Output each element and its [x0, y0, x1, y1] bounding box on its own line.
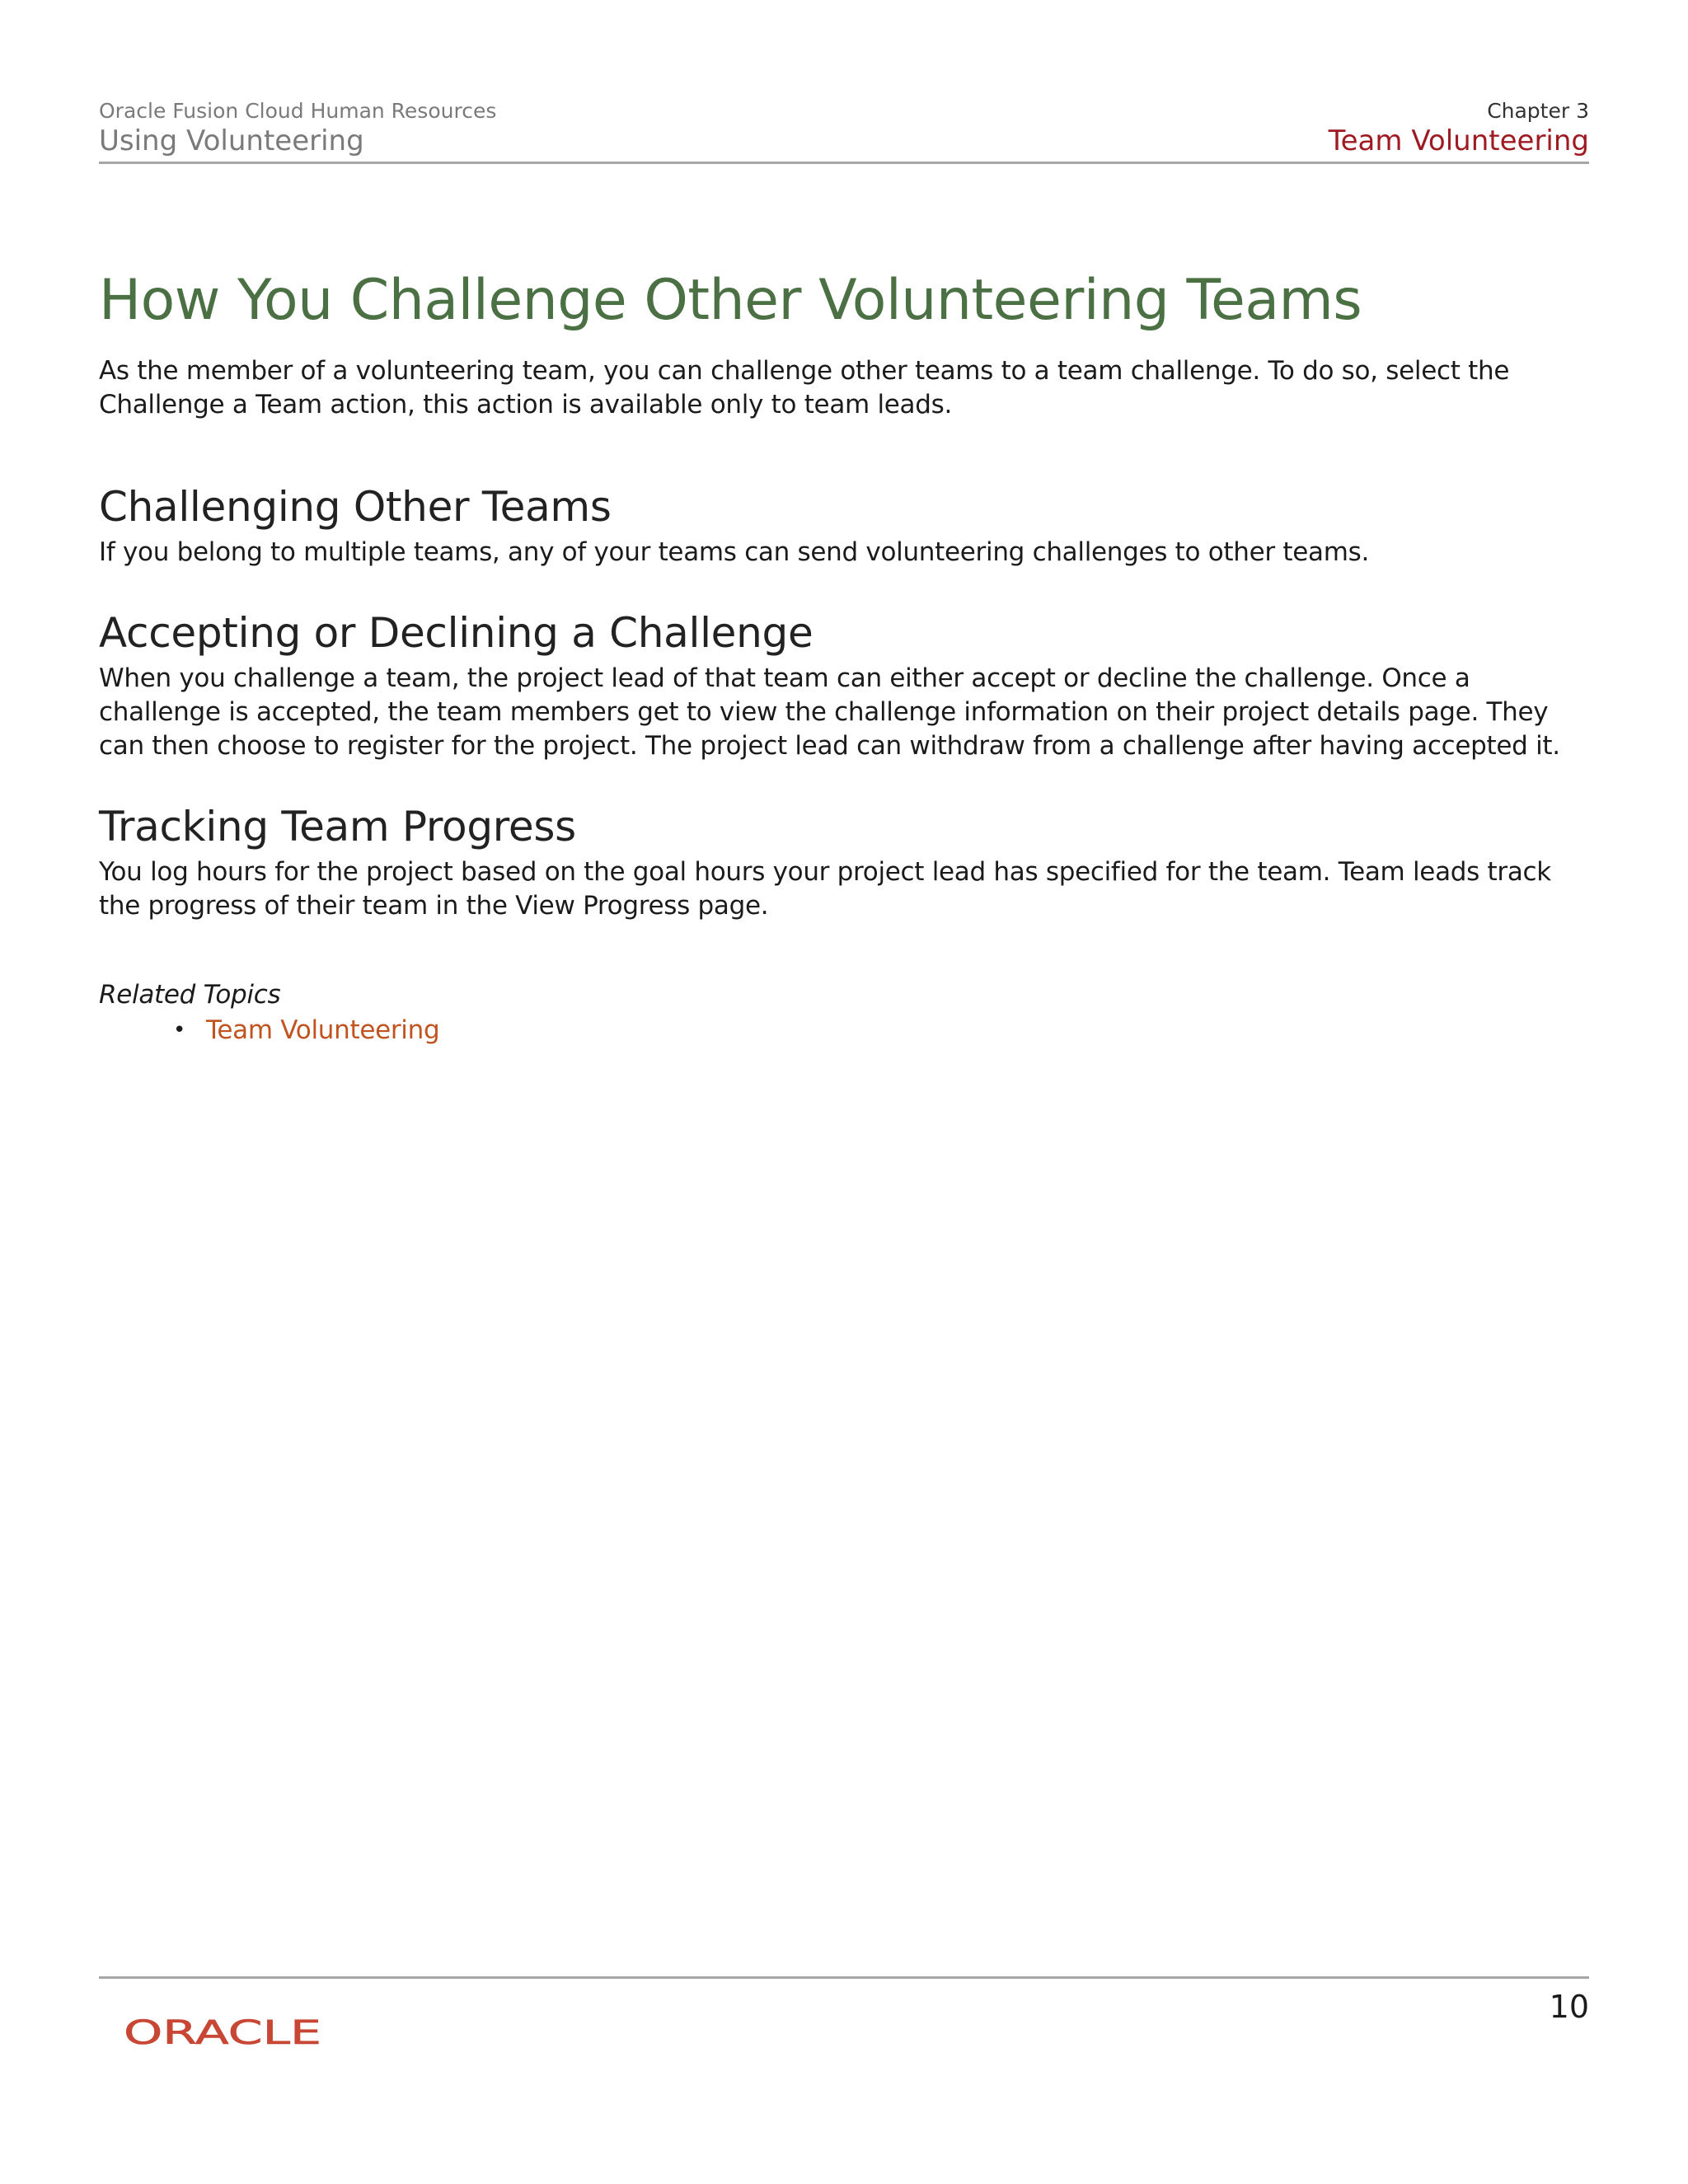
page-number: 10 — [1549, 1989, 1589, 2025]
header-left — [99, 99, 496, 158]
related-topics — [99, 977, 1589, 1048]
chapter-title: Team Volunteering — [1328, 124, 1589, 157]
section-body: If you belong to multiple teams, any of your teams can send volunteering challenges to other teams. — [99, 537, 1370, 567]
oracle-logo-icon — [124, 2016, 321, 2049]
section-tracking-team-progress — [99, 801, 1589, 923]
section-challenging-other-teams — [99, 481, 1589, 569]
guide-name: Using Volunteering — [99, 124, 364, 157]
footer-divider — [99, 1976, 1589, 1979]
section-accepting-or-declining — [99, 607, 1589, 763]
section-heading: Challenging Other Teams — [99, 483, 612, 531]
section-heading: Tracking Team Progress — [99, 803, 576, 851]
related-topics-list — [99, 1012, 1589, 1048]
list-item — [173, 1012, 1589, 1048]
section-body: You log hours for the project based on the goal hours your project lead has specified for the team. Team leads track the progress of their team in the View Progress page. — [99, 857, 1551, 921]
page-content — [99, 264, 1589, 1048]
page-title: How You Challenge Other Volunteering Teams — [99, 268, 1362, 333]
section-body: When you challenge a team, the project lead of that team can either accept or decline the challenge. Once a challenge is accepted, the team members get to view the challenge information on their project details page. They can then choose to register for the project. The project lead can withdraw from a challenge after having accepted it. — [99, 663, 1560, 761]
section-heading: Accepting or Declining a Challenge — [99, 609, 814, 657]
chapter-label: Chapter 3 — [1487, 99, 1589, 123]
related-topics-title: Related Topics — [99, 980, 281, 1010]
page-header — [99, 92, 1589, 164]
product-name: Oracle Fusion Cloud Human Resources — [99, 99, 497, 123]
oracle-logo-text: ORACLE — [124, 2016, 321, 2049]
header-right — [1329, 99, 1589, 158]
intro-paragraph: As the member of a volunteering team, you can challenge other teams to a team challenge. To do so, select the Challenge a Team action, this action is available only to team leads. — [99, 356, 1510, 419]
related-link-team-volunteering[interactable]: Team Volunteering — [206, 1015, 440, 1045]
bullet-icon: • — [173, 1018, 186, 1043]
